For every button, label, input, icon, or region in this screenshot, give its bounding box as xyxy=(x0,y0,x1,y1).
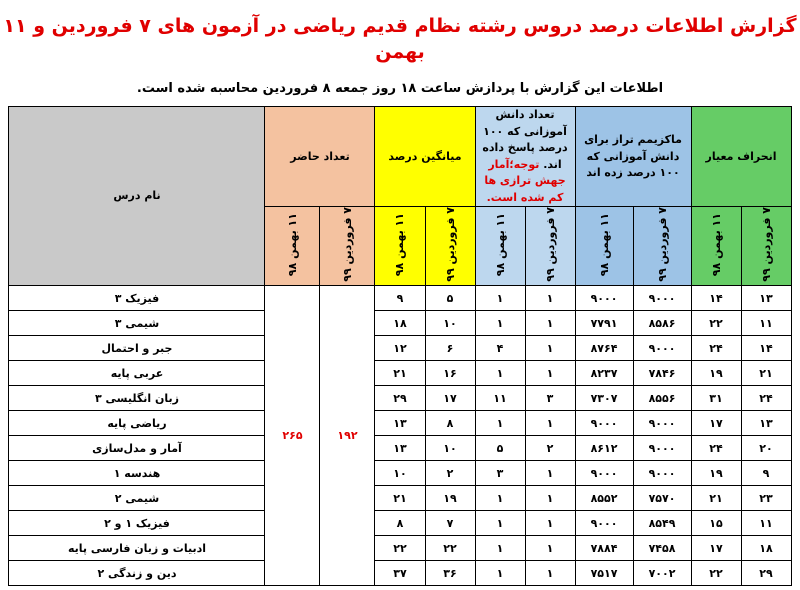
cell-sd-bahman: ۳۱ xyxy=(691,386,741,411)
cell-mean-farvardin: ۷ xyxy=(425,511,475,536)
label-bahman: ۱۱ بهمن ۹۸ xyxy=(597,213,611,277)
cell-mean-farvardin: ۵ xyxy=(425,286,475,311)
cell-mean-bahman: ۲۲ xyxy=(375,536,425,561)
cell-hundred-bahman: ۳ xyxy=(475,461,525,486)
cell-subject: ریاضی پایه xyxy=(9,411,265,436)
header-hundred-percent-main: تعداد دانش آموزانی که ۱۰۰ درصد پاسخ داده اند. xyxy=(482,108,568,171)
table-row xyxy=(9,461,791,486)
cell-subject: آمار و مدل‌سازی xyxy=(9,436,265,461)
cell-sd-bahman: ۱۷ xyxy=(691,411,741,436)
cell-sd-bahman: ۱۹ xyxy=(691,361,741,386)
cell-subject: شیمی ۲ xyxy=(9,486,265,511)
header-hundred-percent-note: توجه؛آمار جهش ترازی ها کم شده است. xyxy=(484,157,566,204)
cell-max-farvardin: ۹۰۰۰ xyxy=(633,411,691,436)
cell-max-farvardin: ۷۴۵۸ xyxy=(633,536,691,561)
cell-hundred-bahman: ۵ xyxy=(475,436,525,461)
label-bahman: ۱۱ بهمن ۹۸ xyxy=(493,213,507,277)
table-row xyxy=(9,486,791,511)
cell-subject: عربی پایه xyxy=(9,361,265,386)
table-row xyxy=(9,386,791,411)
cell-max-bahman: ۸۷۶۴ xyxy=(575,336,633,361)
cell-max-farvardin: ۷۰۰۲ xyxy=(633,561,691,586)
cell-sd-farvardin: ۱۱ xyxy=(741,511,791,536)
cell-hundred-farvardin: ۱ xyxy=(525,486,575,511)
cell-max-bahman: ۹۰۰۰ xyxy=(575,511,633,536)
header-attendees-bahman xyxy=(265,207,320,286)
cell-hundred-bahman: ۴ xyxy=(475,336,525,361)
cell-max-bahman: ۸۲۳۷ xyxy=(575,361,633,386)
cell-sd-farvardin: ۱۳ xyxy=(741,411,791,436)
cell-sd-farvardin: ۱۳ xyxy=(741,286,791,311)
cell-mean-farvardin: ۲۲ xyxy=(425,536,475,561)
header-mean-farvardin xyxy=(425,207,475,286)
cell-max-farvardin: ۸۵۴۹ xyxy=(633,511,691,536)
header-mean-bahman xyxy=(375,207,425,286)
label-bahman: ۱۱ بهمن ۹۸ xyxy=(709,213,723,277)
cell-max-bahman: ۹۰۰۰ xyxy=(575,411,633,436)
cell-mean-bahman: ۸ xyxy=(375,511,425,536)
cell-mean-farvardin: ۱۹ xyxy=(425,486,475,511)
table-row xyxy=(9,536,791,561)
table-row xyxy=(9,561,791,586)
cell-mean-farvardin: ۸ xyxy=(425,411,475,436)
cell-hundred-bahman: ۱ xyxy=(475,511,525,536)
table-row xyxy=(9,436,791,461)
header-max-taraz-bahman xyxy=(575,207,633,286)
header-max-taraz-farvardin xyxy=(633,207,691,286)
cell-max-bahman: ۷۷۹۱ xyxy=(575,311,633,336)
cell-max-farvardin: ۷۸۴۶ xyxy=(633,361,691,386)
cell-mean-bahman: ۹ xyxy=(375,286,425,311)
table-row xyxy=(9,361,791,386)
cell-hundred-bahman: ۱۱ xyxy=(475,386,525,411)
cell-hundred-farvardin: ۲ xyxy=(525,436,575,461)
header-std-dev: انحراف معیار xyxy=(691,107,791,207)
cell-max-bahman: ۹۰۰۰ xyxy=(575,461,633,486)
table-body xyxy=(9,286,791,586)
cell-mean-farvardin: ۱۶ xyxy=(425,361,475,386)
header-attendees-farvardin xyxy=(320,207,375,286)
cell-max-bahman: ۸۶۱۲ xyxy=(575,436,633,461)
cell-subject: دین و زندگی ۲ xyxy=(9,561,265,586)
cell-mean-farvardin: ۱۰ xyxy=(425,311,475,336)
cell-sd-bahman: ۲۱ xyxy=(691,486,741,511)
cell-subject: فیزیک ۳ xyxy=(9,286,265,311)
label-farvardin: ۷ فروردین ۹۹ xyxy=(655,207,669,282)
cell-hundred-bahman: ۱ xyxy=(475,411,525,436)
cell-max-farvardin: ۸۵۸۶ xyxy=(633,311,691,336)
label-farvardin: ۷ فروردین ۹۹ xyxy=(443,207,457,282)
cell-subject: جبر و احتمال xyxy=(9,336,265,361)
cell-sd-bahman: ۱۷ xyxy=(691,536,741,561)
cell-sd-farvardin: ۱۴ xyxy=(741,336,791,361)
label-farvardin: ۷ فروردین ۹۹ xyxy=(340,207,354,282)
cell-attendees-farvardin: ۱۹۲ xyxy=(320,286,375,586)
cell-max-farvardin: ۹۰۰۰ xyxy=(633,461,691,486)
cell-hundred-bahman: ۱ xyxy=(475,486,525,511)
cell-sd-farvardin: ۲۹ xyxy=(741,561,791,586)
table-row xyxy=(9,286,791,311)
cell-sd-farvardin: ۲۱ xyxy=(741,361,791,386)
cell-mean-bahman: ۲۱ xyxy=(375,486,425,511)
cell-sd-farvardin: ۱۸ xyxy=(741,536,791,561)
cell-hundred-farvardin: ۱ xyxy=(525,361,575,386)
cell-max-bahman: ۷۸۸۴ xyxy=(575,536,633,561)
cell-attendees-bahman: ۲۶۵ xyxy=(265,286,320,586)
cell-hundred-farvardin: ۱ xyxy=(525,511,575,536)
table-row xyxy=(9,511,791,536)
cell-mean-farvardin: ۲ xyxy=(425,461,475,486)
label-farvardin: ۷ فروردین ۹۹ xyxy=(759,207,773,282)
cell-max-farvardin: ۸۵۵۶ xyxy=(633,386,691,411)
table-row xyxy=(9,411,791,436)
cell-sd-bahman: ۲۲ xyxy=(691,311,741,336)
cell-hundred-farvardin: ۱ xyxy=(525,561,575,586)
cell-mean-bahman: ۱۳ xyxy=(375,411,425,436)
cell-max-farvardin: ۹۰۰۰ xyxy=(633,436,691,461)
cell-sd-farvardin: ۲۰ xyxy=(741,436,791,461)
header-std-dev-farvardin xyxy=(741,207,791,286)
cell-hundred-bahman: ۱ xyxy=(475,361,525,386)
cell-hundred-bahman: ۱ xyxy=(475,561,525,586)
cell-mean-bahman: ۱۰ xyxy=(375,461,425,486)
page-subtitle: اطلاعات این گزارش با پردازش ساعت ۱۸ روز جمعه ۸ فروردین محاسبه شده است. xyxy=(136,81,664,97)
cell-sd-farvardin: ۱۱ xyxy=(741,311,791,336)
label-bahman: ۱۱ بهمن ۹۸ xyxy=(393,213,407,277)
header-max-taraz: ماکزیمم تراز برای دانش آموزانی که ۱۰۰ درصد زده اند xyxy=(575,107,691,207)
cell-hundred-farvardin: ۱ xyxy=(525,411,575,436)
header-subject: نام درس xyxy=(9,107,265,286)
label-bahman: ۱۱ بهمن ۹۸ xyxy=(285,213,299,277)
cell-mean-bahman: ۱۳ xyxy=(375,436,425,461)
cell-mean-farvardin: ۱۰ xyxy=(425,436,475,461)
cell-hundred-farvardin: ۱ xyxy=(525,536,575,561)
cell-max-farvardin: ۹۰۰۰ xyxy=(633,336,691,361)
cell-mean-bahman: ۳۷ xyxy=(375,561,425,586)
cell-subject: شیمی ۳ xyxy=(9,311,265,336)
cell-sd-farvardin: ۲۴ xyxy=(741,386,791,411)
cell-sd-bahman: ۱۴ xyxy=(691,286,741,311)
header-attendees: تعداد حاضر xyxy=(265,107,375,207)
cell-hundred-bahman: ۱ xyxy=(475,311,525,336)
table-row xyxy=(9,336,791,361)
cell-max-bahman: ۸۵۵۲ xyxy=(575,486,633,511)
cell-sd-farvardin: ۲۳ xyxy=(741,486,791,511)
cell-sd-bahman: ۱۹ xyxy=(691,461,741,486)
header-hundred-farvardin xyxy=(525,207,575,286)
cell-mean-farvardin: ۱۷ xyxy=(425,386,475,411)
cell-hundred-farvardin: ۱ xyxy=(525,286,575,311)
cell-mean-farvardin: ۳۶ xyxy=(425,561,475,586)
cell-sd-bahman: ۲۴ xyxy=(691,436,741,461)
cell-sd-bahman: ۲۲ xyxy=(691,561,741,586)
header-hundred-bahman xyxy=(475,207,525,286)
cell-max-bahman: ۷۳۰۷ xyxy=(575,386,633,411)
cell-mean-bahman: ۲۹ xyxy=(375,386,425,411)
header-std-dev-bahman xyxy=(691,207,741,286)
label-farvardin: ۷ فروردین ۹۹ xyxy=(543,207,557,282)
cell-subject: ادبیات و زبان فارسی پایه xyxy=(9,536,265,561)
cell-hundred-bahman: ۱ xyxy=(475,286,525,311)
cell-max-farvardin: ۹۰۰۰ xyxy=(633,286,691,311)
cell-mean-farvardin: ۶ xyxy=(425,336,475,361)
cell-max-farvardin: ۷۵۷۰ xyxy=(633,486,691,511)
header-hundred-percent xyxy=(475,107,575,207)
cell-sd-bahman: ۱۵ xyxy=(691,511,741,536)
table-header-group-row xyxy=(9,107,791,207)
cell-mean-bahman: ۱۸ xyxy=(375,311,425,336)
cell-hundred-farvardin: ۱ xyxy=(525,311,575,336)
cell-sd-farvardin: ۹ xyxy=(741,461,791,486)
cell-subject: زبان انگلیسی ۳ xyxy=(9,386,265,411)
header-mean-percent: میانگین درصد xyxy=(375,107,475,207)
cell-hundred-bahman: ۱ xyxy=(475,536,525,561)
cell-mean-bahman: ۱۲ xyxy=(375,336,425,361)
table-row xyxy=(9,311,791,336)
cell-mean-bahman: ۲۱ xyxy=(375,361,425,386)
cell-max-bahman: ۹۰۰۰ xyxy=(575,286,633,311)
report-table xyxy=(8,106,791,586)
cell-hundred-farvardin: ۱ xyxy=(525,461,575,486)
cell-subject: فیزیک ۱ و ۲ xyxy=(9,511,265,536)
cell-subject: هندسه ۱ xyxy=(9,461,265,486)
cell-hundred-farvardin: ۳ xyxy=(525,386,575,411)
cell-max-bahman: ۷۵۱۷ xyxy=(575,561,633,586)
page-title: گزارش اطلاعات درصد دروس رشته نظام قدیم ریاضی در آزمون های ۷ فروردین و ۱۱ بهمن xyxy=(3,15,797,63)
cell-hundred-farvardin: ۱ xyxy=(525,336,575,361)
cell-sd-bahman: ۲۴ xyxy=(691,336,741,361)
